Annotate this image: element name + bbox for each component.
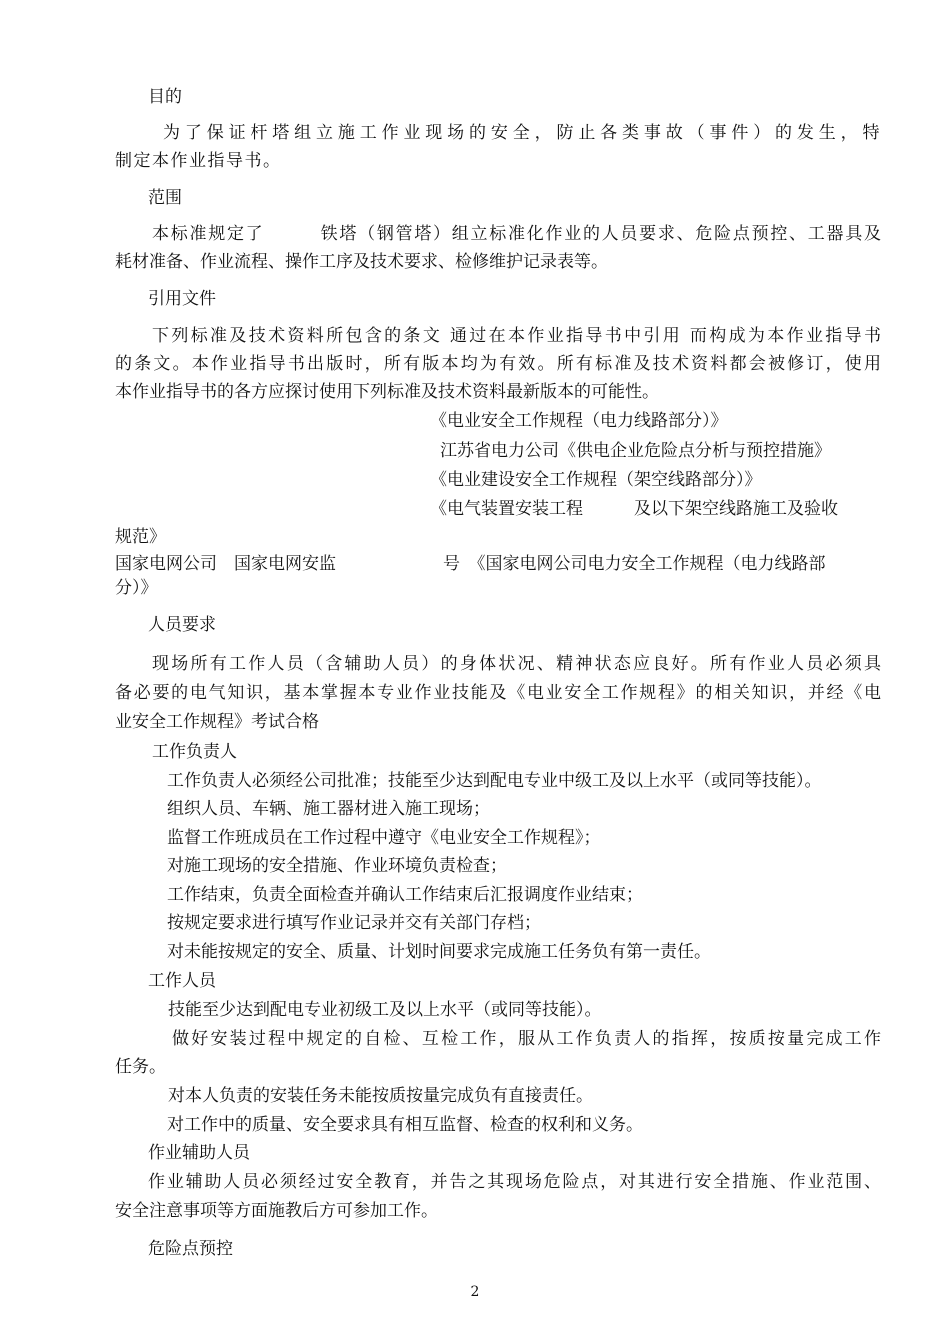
worker-duty-item-line-1: 做好安装过程中规定的自检、互检工作，服从工作负责人的指挥，按质按量完成工作 (172, 1029, 881, 1049)
heading-work-leader: 工作负责人 (152, 742, 237, 762)
reference-item-1: 《电业安全工作规程（电力线路部分）》 (430, 411, 728, 431)
paragraph-references-line-3: 本作业指导书的各方应探讨使用下列标准及技术资料最新版本的可能性。 (115, 382, 659, 402)
reference-item-2: 江苏省电力公司《供电企业危险点分析与预控措施》 (440, 441, 831, 461)
leader-duty-item: 对未能按规定的安全、质量、计划时间要求完成施工任务负有第一责任。 (167, 942, 711, 962)
worker-duty-item: 对工作中的质量、安全要求具有相互监督、检查的权利和义务。 (167, 1115, 643, 1135)
paragraph-auxiliary-line-1: 作业辅助人员必须经过安全教育，并告之其现场危险点，对其进行安全措施、作业范围、 (148, 1172, 881, 1192)
leader-duty-item: 监督工作班成员在工作过程中遵守《电业安全工作规程》； (167, 828, 601, 848)
reference-item-4-line-2: 规范》 (115, 527, 166, 547)
leader-duty-item: 组织人员、车辆、施工器材进入施工现场； (167, 799, 490, 819)
reference-item-3: 《电业建设安全工作规程（架空线路部分）》 (430, 470, 762, 490)
paragraph-references-line-1: 下列标准及技术资料所包含的条文 通过在本作业指导书中引用 而构成为本作业指导书 (152, 326, 881, 346)
reference-item-5-title: 号 《国家电网公司电力安全工作规程（电力线路部 (443, 554, 826, 574)
leader-duty-item: 按规定要求进行填写作业记录并交有关部门存档； (167, 913, 541, 933)
paragraph-purpose-line-2: 制定本作业指导书。 (115, 151, 282, 171)
heading-auxiliary-staff: 作业辅助人员 (148, 1143, 250, 1163)
paragraph-scope-line-1: 本标准规定了 铁塔（钢管塔）组立标准化作业的人员要求、危险点预控、工器具及 (152, 224, 881, 244)
reference-item-5-line-2: 分）》 (115, 578, 158, 598)
page-number: 2 (470, 1284, 480, 1300)
heading-references: 引用文件 (148, 289, 216, 309)
worker-duty-item: 技能至少达到配电专业初级工及以上水平（或同等技能）。 (168, 1000, 602, 1020)
reference-item-5-org: 国家电网公司 国家电网安监 (115, 554, 336, 574)
worker-duty-item: 对本人负责的安装任务未能按质按量完成负有直接责任。 (168, 1086, 593, 1106)
paragraph-personnel-line-2: 备必要的电气知识，基本掌握本专业作业技能及《电业安全工作规程》的相关知识，并经《电 (115, 683, 881, 703)
paragraph-purpose-line-1: 为了保证杆塔组立施工作业现场的安全，防止各类事故（事件）的发生，特 (163, 123, 881, 143)
paragraph-personnel-line-3: 业安全工作规程》考试合格 (115, 712, 319, 732)
paragraph-scope-line-2: 耗材准备、作业流程、操作工序及技术要求、检修维护记录表等。 (115, 252, 608, 272)
leader-duty-item: 对施工现场的安全措施、作业环境负责检查； (167, 856, 507, 876)
heading-personnel: 人员要求 (148, 615, 216, 635)
paragraph-references-line-2: 的条文。本作业指导书出版时，所有版本均为有效。所有标准及技术资料都会被修订，使用 (115, 354, 881, 374)
paragraph-personnel-line-1: 现场所有工作人员（含辅助人员）的身体状况、精神状态应良好。所有作业人员必须具 (152, 654, 881, 674)
leader-duty-item: 工作负责人必须经公司批准；技能至少达到配电专业中级工及以上水平（或同等技能）。 (167, 771, 822, 791)
heading-scope: 范围 (148, 188, 182, 208)
heading-purpose: 目的 (148, 87, 182, 107)
worker-duty-item-line-2: 任务。 (115, 1057, 166, 1077)
paragraph-auxiliary-line-2: 安全注意事项等方面施教后方可参加工作。 (115, 1201, 438, 1221)
heading-workers: 工作人员 (148, 971, 216, 991)
leader-duty-item: 工作结束，负责全面检查并确认工作结束后汇报调度作业结束； (167, 885, 643, 905)
reference-item-4-line-1: 《电气装置安装工程 及以下架空线路施工及验收 (430, 499, 838, 519)
heading-hazard-control: 危险点预控 (148, 1239, 233, 1259)
